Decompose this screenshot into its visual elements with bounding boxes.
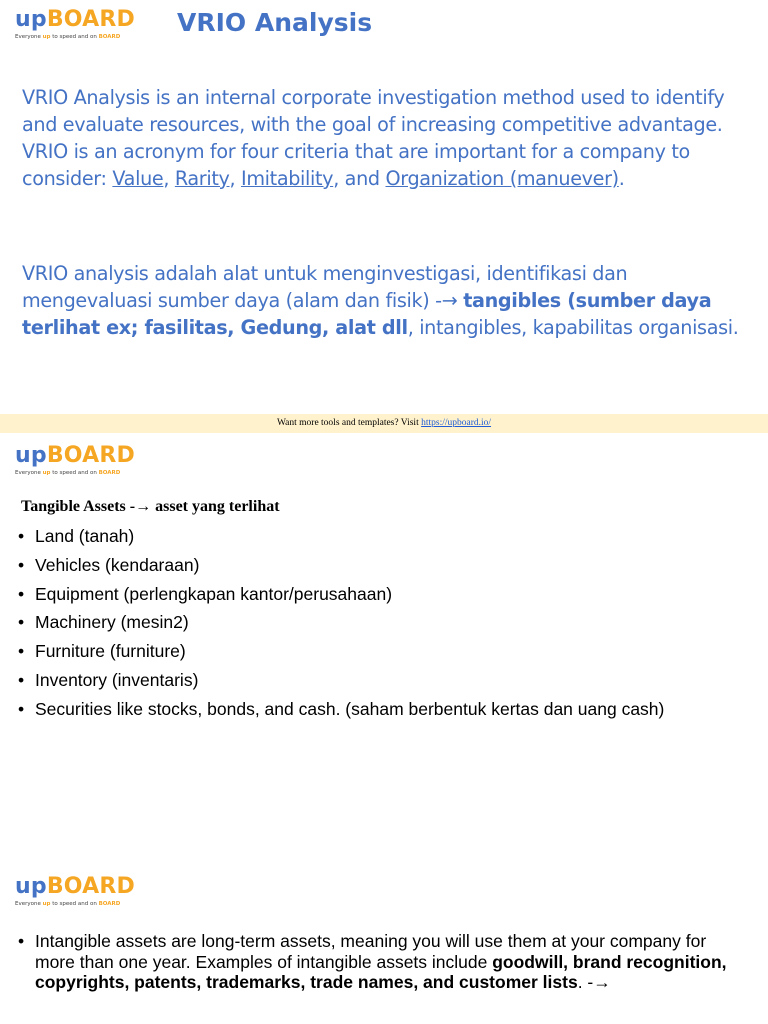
- rarity-link[interactable]: Rarity: [174, 167, 230, 190]
- list-item: • Machinery (mesin2): [18, 608, 664, 637]
- list-item: • Vehicles (kendaraan): [18, 551, 664, 580]
- list-item: • Inventory (inventaris): [18, 666, 664, 695]
- upboard-logo: upBOARD Everyone up to speed and on BOARD: [15, 874, 135, 907]
- list-item: • Furniture (furniture): [18, 637, 664, 666]
- slide-title: VRIO Analysis: [177, 8, 373, 37]
- upboard-logo: upBOARD Everyone up to speed and on BOARD: [15, 7, 135, 40]
- list-item: • Equipment (perlengkapan kantor/perusahaan): [18, 580, 664, 609]
- promo-banner: Want more tools and templates? Visit https://upboard.io/: [0, 414, 768, 433]
- bullet-icon: •: [18, 931, 25, 951]
- arrow-right-icon: →: [135, 498, 152, 515]
- tangible-assets-list: [18, 522, 664, 724]
- list-item: • Land (tanah): [18, 522, 664, 551]
- upboard-logo: upBOARD Everyone up to speed and on BOARD: [15, 443, 135, 476]
- upboard-link[interactable]: https://upboard.io/: [421, 418, 492, 428]
- intangible-assets-item: • Intangible assets are long-term assets, meaning you will use them at your company for more than one year. Examples of intangible assets include goodwill, brand recognition, copyrights, patents, trademarks, trade names, and customer lists. -→: [18, 931, 727, 992]
- imitability-link[interactable]: Imitability: [241, 167, 334, 190]
- vrio-indonesian-paragraph: VRIO analysis adalah alat untuk menginvestigasi, identifikasi dan mengevaluasi sumber daya (alam dan fisik) -→ tangibles (sumber daya terlihat ex; fasilitas, Gedung, alat dll, intangibles, kapabilitas organisasi.: [22, 262, 739, 339]
- vrio-definition-paragraph: VRIO Analysis is an internal corporate investigation method used to identify and evaluate resources, with the goal of increasing competitive advantage. VRIO is an acronym for four criteria that are important for a company to consider: Value, Rarity, Imitability, and Organization (manuever).: [22, 86, 725, 190]
- tangible-assets-heading: Tangible Assets -→ asset yang terlihat: [21, 498, 280, 515]
- list-item: • Securities like stocks, bonds, and cash. (saham berbentuk kertas dan uang cash): [18, 695, 664, 724]
- value-link[interactable]: Value: [112, 167, 164, 190]
- organization-link[interactable]: Organization (manuever): [385, 167, 619, 190]
